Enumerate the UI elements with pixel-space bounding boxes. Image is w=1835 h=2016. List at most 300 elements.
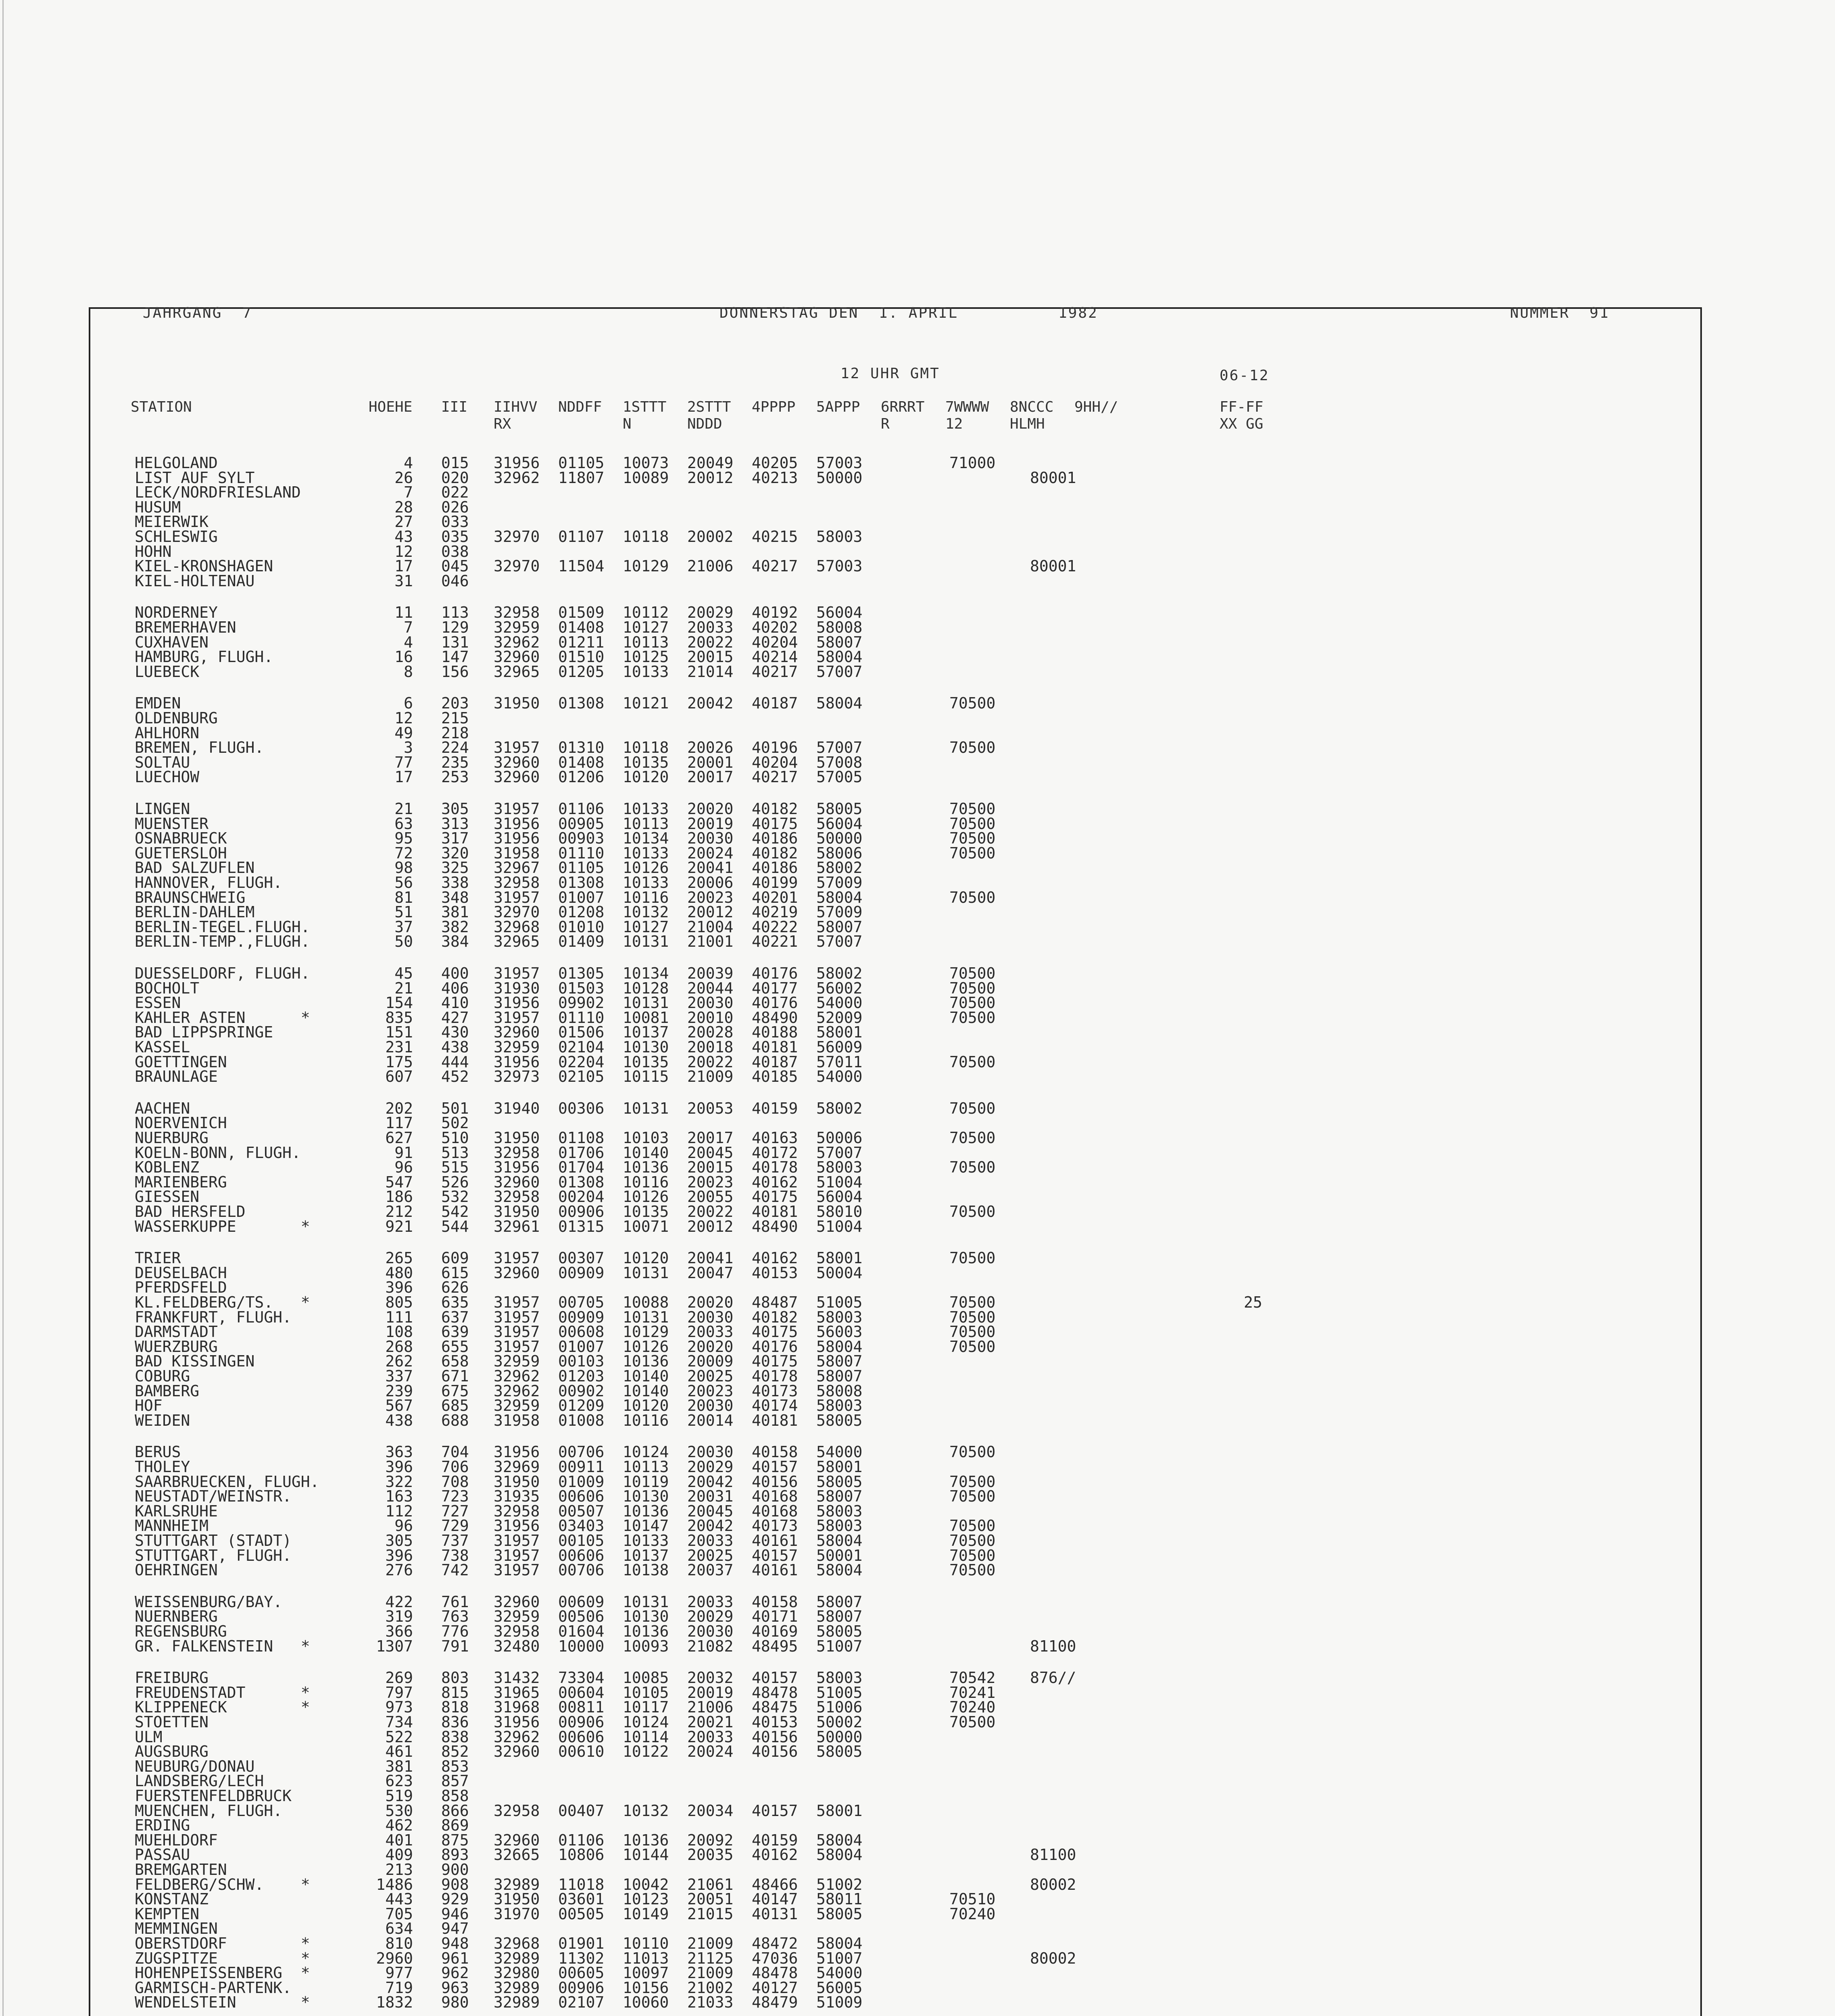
- cell-s1: 10136: [623, 1502, 669, 1520]
- table-row: [90, 1637, 1699, 1654]
- cell-nddff: 01009: [558, 1472, 605, 1491]
- cell-s2: 20020: [687, 1293, 734, 1311]
- cell-station: FREUDENSTADT *: [135, 1683, 310, 1702]
- cell-nddff: 01308: [558, 694, 605, 712]
- cell-p4: 40156: [752, 1728, 798, 1746]
- cell-p4: 48475: [752, 1698, 798, 1716]
- cell-hoehe: 1832: [376, 1993, 413, 2012]
- cell-iii: 542: [441, 1203, 469, 1220]
- cell-station: STUTTGART, FLUGH.: [135, 1546, 292, 1564]
- cell-iii: 033: [441, 513, 469, 531]
- cell-iii: 858: [441, 1787, 469, 1805]
- date-label: DONNERSTAG DEN 1. APRIL: [719, 305, 959, 321]
- cell-iii: 129: [441, 619, 469, 636]
- cell-iihvv: 32968: [494, 1935, 540, 1952]
- cell-iii: 729: [441, 1517, 469, 1535]
- col-nddff: NDDFF: [558, 399, 602, 415]
- cell-iii: 313: [441, 814, 469, 833]
- table-row: [90, 604, 1699, 620]
- cell-hoehe: 2960: [376, 1949, 413, 1967]
- cell-hoehe: 96: [394, 1517, 413, 1535]
- cell-iii: 444: [441, 1053, 469, 1071]
- cell-nddff: 10806: [558, 1846, 605, 1864]
- cell-p5: 50000: [816, 829, 863, 848]
- cell-s2: 20023: [687, 1382, 734, 1400]
- cell-nddff: 01106: [558, 1831, 605, 1849]
- cell-s2: 20044: [687, 979, 734, 997]
- year-label: 1982: [1058, 305, 1098, 321]
- cell-s1: 10131: [623, 933, 669, 951]
- cell-s2: 20035: [687, 1846, 734, 1864]
- cell-s1: 10140: [623, 1367, 669, 1385]
- cell-nddff: 01208: [558, 903, 605, 921]
- cell-s1: 10134: [623, 829, 669, 848]
- cell-p4: 40181: [752, 1038, 798, 1056]
- table-row: [90, 1608, 1699, 1624]
- cell-station: TRIER: [135, 1249, 181, 1267]
- cell-iii: 675: [441, 1382, 469, 1400]
- cell-s2: 20042: [687, 694, 734, 712]
- cell-iii: 776: [441, 1622, 469, 1640]
- cell-nddff: 00507: [558, 1502, 605, 1520]
- cell-nddff: 11504: [558, 557, 605, 575]
- cell-s1: 10135: [623, 1203, 669, 1220]
- cell-iihvv: 31930: [494, 979, 540, 997]
- cell-iii: 708: [441, 1472, 469, 1491]
- cell-hoehe: 366: [385, 1622, 413, 1640]
- table-row: [90, 844, 1699, 860]
- cell-p4: 40176: [752, 994, 798, 1012]
- cell-p4: 40217: [752, 768, 798, 786]
- table-row: [90, 1352, 1699, 1368]
- cell-iii: 501: [441, 1099, 469, 1117]
- cell-p5: 54000: [816, 1964, 863, 1982]
- cell-s1: 10124: [623, 1713, 669, 1731]
- table-row: [90, 1728, 1699, 1744]
- table-row: [90, 724, 1699, 740]
- cell-iihvv: 32989: [494, 1949, 540, 1967]
- cell-station: LANDSBERG/LECH: [135, 1772, 264, 1790]
- cell-p4: 40192: [752, 604, 798, 622]
- cell-hoehe: 186: [385, 1188, 413, 1206]
- cell-s1: 10131: [623, 1264, 669, 1282]
- cell-s1: 10126: [623, 859, 669, 877]
- cell-station: BAD HERSFELD: [135, 1203, 246, 1220]
- cell-iihvv: 31950: [494, 1890, 540, 1908]
- cell-hoehe: 56: [394, 874, 413, 891]
- cell-p5: 57011: [816, 1053, 863, 1071]
- cell-iii: 045: [441, 557, 469, 575]
- cell-n8: 81100: [1030, 1846, 1076, 1864]
- cell-p5: 52009: [816, 1008, 863, 1027]
- table-row: [90, 694, 1699, 710]
- cell-p5: 54000: [816, 994, 863, 1012]
- cell-station: AACHEN: [135, 1099, 190, 1117]
- cell-nddff: 00909: [558, 1264, 605, 1282]
- cell-iii: 704: [441, 1443, 469, 1461]
- cell-iihvv: 31950: [494, 1472, 540, 1491]
- cell-station: FUERSTENFELDBRUCK: [135, 1787, 292, 1805]
- cell-hoehe: 734: [385, 1713, 413, 1731]
- cell-station: KONSTANZ: [135, 1890, 209, 1908]
- cell-p5: 58007: [816, 1487, 863, 1506]
- cell-iii: 317: [441, 829, 469, 848]
- cell-station: SCHLESWIG: [135, 528, 218, 546]
- cell-hoehe: 202: [385, 1099, 413, 1117]
- cell-hoehe: 12: [394, 709, 413, 727]
- cell-hoehe: 21: [394, 800, 413, 818]
- cell-p4: 48479: [752, 1993, 798, 2012]
- cell-iihvv: 32970: [494, 528, 540, 546]
- cell-iihvv: 31956: [494, 1158, 540, 1177]
- table-row: [90, 709, 1699, 725]
- cell-hoehe: 422: [385, 1593, 413, 1611]
- cell-station: HANNOVER, FLUGH.: [135, 874, 283, 891]
- cell-p5: 57007: [816, 1143, 863, 1162]
- cell-s2: 20092: [687, 1831, 734, 1849]
- cell-station: ULM: [135, 1728, 163, 1746]
- cell-iii: 381: [441, 903, 469, 921]
- cell-station: OEHRINGEN: [135, 1561, 218, 1579]
- cell-s2: 20047: [687, 1264, 734, 1282]
- cell-w7: 70500: [949, 739, 996, 757]
- table-row: [90, 1920, 1699, 1936]
- cell-station: NOERVENICH: [135, 1114, 227, 1132]
- cell-station: BERLIN-TEGEL.FLUGH.: [135, 918, 310, 936]
- cell-station: BERLIN-TEMP.,FLUGH.: [135, 933, 310, 951]
- cell-iii: 893: [441, 1846, 469, 1864]
- cell-hoehe: 1307: [376, 1637, 413, 1655]
- cell-p4: 40182: [752, 1308, 798, 1326]
- cell-p5: 58004: [816, 1337, 863, 1356]
- cell-p5: 58004: [816, 648, 863, 666]
- cell-p5: 54000: [816, 1443, 863, 1461]
- cell-station: ZUGSPITZE *: [135, 1949, 310, 1967]
- cell-p4: 40162: [752, 1173, 798, 1191]
- cell-iii: 348: [441, 888, 469, 906]
- cell-iihvv: 31957: [494, 800, 540, 818]
- cell-hoehe: 567: [385, 1397, 413, 1415]
- cell-p5: 58011: [816, 1890, 863, 1908]
- cell-s1: 10129: [623, 557, 669, 575]
- cell-iii: 430: [441, 1023, 469, 1041]
- cell-iii: 156: [441, 662, 469, 681]
- cell-w7: 70510: [949, 1890, 996, 1908]
- cell-p5: 58003: [816, 1308, 863, 1326]
- cell-nddff: 01509: [558, 604, 605, 622]
- cell-w7: 70500: [949, 888, 996, 906]
- cell-p4: 40153: [752, 1713, 798, 1731]
- cell-nddff: 03601: [558, 1890, 605, 1908]
- cell-p4: 40187: [752, 694, 798, 712]
- cell-station: DUESSELDORF, FLUGH.: [135, 964, 310, 982]
- table-row: [90, 1473, 1699, 1489]
- table-row: [90, 633, 1699, 650]
- cell-p5: 58007: [816, 1352, 863, 1370]
- cell-station: LECK/NORDFRIESLAND: [135, 483, 301, 502]
- cell-nddff: 00909: [558, 1308, 605, 1326]
- table-row: [90, 1158, 1699, 1175]
- cell-nddff: 01107: [558, 528, 605, 546]
- table-row: [90, 498, 1699, 514]
- cell-s2: 20021: [687, 1713, 734, 1731]
- col-station: STATION: [131, 399, 192, 415]
- cell-station: HOF: [135, 1397, 163, 1415]
- cell-hoehe: 396: [385, 1279, 413, 1297]
- cell-station: GR. FALKENSTEIN *: [135, 1637, 310, 1655]
- cell-p5: 50000: [816, 1728, 863, 1746]
- table-row: [90, 1203, 1699, 1219]
- cell-iii: 510: [441, 1129, 469, 1147]
- cell-s2: 20023: [687, 888, 734, 906]
- cell-p5: 57008: [816, 753, 863, 771]
- cell-nddff: 01310: [558, 739, 605, 757]
- cell-nddff: 01205: [558, 662, 605, 681]
- cell-iihvv: 31957: [494, 1561, 540, 1579]
- cell-iii: 218: [441, 724, 469, 742]
- cell-s2: 21004: [687, 918, 734, 936]
- cell-p5: 54000: [816, 1068, 863, 1086]
- cell-s2: 20049: [687, 454, 734, 472]
- cell-nddff: 01206: [558, 768, 605, 786]
- cell-p4: 40217: [752, 557, 798, 575]
- cell-p4: 40157: [752, 1801, 798, 1820]
- cell-nddff: 00606: [558, 1728, 605, 1746]
- cell-s2: 21009: [687, 1068, 734, 1086]
- cell-iii: 609: [441, 1249, 469, 1267]
- table-row: [90, 1264, 1699, 1280]
- cell-iihvv: 31957: [494, 739, 540, 757]
- table-row: [90, 1831, 1699, 1847]
- cell-hoehe: 63: [394, 814, 413, 833]
- cell-station: GUETERSLOH: [135, 844, 227, 862]
- cell-s1: 10089: [623, 469, 669, 487]
- table-row: [90, 663, 1699, 679]
- cell-nddff: 01010: [558, 918, 605, 936]
- cell-s1: 10140: [623, 1143, 669, 1162]
- cell-p5: 58007: [816, 918, 863, 936]
- cell-station: NEUBURG/DONAU: [135, 1757, 255, 1775]
- cell-nddff: 00604: [558, 1683, 605, 1702]
- cell-station: MUENCHEN, FLUGH.: [135, 1801, 283, 1820]
- cell-hoehe: 95: [394, 829, 413, 848]
- cell-nddff: 01408: [558, 619, 605, 636]
- cell-p4: 40163: [752, 1129, 798, 1147]
- cell-p5: 58010: [816, 1203, 863, 1220]
- cell-n8: 80001: [1030, 557, 1076, 575]
- cell-iihvv: 32665: [494, 1846, 540, 1864]
- table-row: [90, 1979, 1699, 1995]
- cell-station: BERLIN-DAHLEM: [135, 903, 255, 921]
- table-row: [90, 1023, 1699, 1039]
- cell-s2: 20015: [687, 648, 734, 666]
- table-row: [90, 979, 1699, 996]
- cell-iii: 015: [441, 454, 469, 472]
- cell-station: BOCHOLT: [135, 979, 200, 997]
- cell-n8: 80002: [1030, 1875, 1076, 1893]
- table-row: [90, 829, 1699, 846]
- cell-station: WASSERKUPPE *: [135, 1217, 310, 1235]
- cell-hoehe: 438: [385, 1411, 413, 1429]
- cell-iii: 791: [441, 1637, 469, 1655]
- cell-p4: 40158: [752, 1443, 798, 1461]
- cell-s2: 20037: [687, 1561, 734, 1579]
- cell-s2: 20020: [687, 1337, 734, 1356]
- cell-s2: 21033: [687, 1993, 734, 2012]
- cell-p4: 40213: [752, 469, 798, 487]
- table-row: [90, 1593, 1699, 1609]
- cell-station: BERUS: [135, 1443, 181, 1461]
- cell-iii: 803: [441, 1669, 469, 1687]
- cell-station: MEMMINGEN: [135, 1920, 218, 1938]
- cell-nddff: 00610: [558, 1743, 605, 1761]
- cell-station: BAD SALZUFLEN: [135, 859, 255, 877]
- cell-iihvv: 31432: [494, 1669, 540, 1687]
- cell-iihvv: 31957: [494, 1308, 540, 1326]
- cell-nddff: 01704: [558, 1158, 605, 1177]
- cell-iii: 948: [441, 1935, 469, 1952]
- cell-iihvv: 31956: [494, 814, 540, 833]
- cell-s1: 10093: [623, 1637, 669, 1655]
- cell-iii: 338: [441, 874, 469, 891]
- cell-s1: 10137: [623, 1023, 669, 1041]
- cell-nddff: 10000: [558, 1637, 605, 1655]
- cell-s1: 10121: [623, 694, 669, 712]
- cell-nddff: 01305: [558, 964, 605, 982]
- table-row: [90, 800, 1699, 816]
- cell-p4: 40161: [752, 1532, 798, 1549]
- cell-s1: 10081: [623, 1008, 669, 1027]
- cell-s1: 10113: [623, 814, 669, 833]
- table-row: [90, 1964, 1699, 1980]
- cell-p4: 48472: [752, 1935, 798, 1952]
- cell-p4: 40175: [752, 1323, 798, 1341]
- cell-s2: 20042: [687, 1472, 734, 1491]
- cell-iihvv: 32970: [494, 903, 540, 921]
- cell-nddff: 01106: [558, 800, 605, 818]
- table-row: [90, 1949, 1699, 1966]
- cell-p5: 50006: [816, 1129, 863, 1147]
- cell-s1: 10128: [623, 979, 669, 997]
- col-2sttt: 2STTT NDDD: [687, 399, 731, 432]
- table-row: [90, 1293, 1699, 1310]
- cell-iihvv: 31956: [494, 1053, 540, 1071]
- cell-s2: 20030: [687, 1443, 734, 1461]
- cell-p5: 56004: [816, 604, 863, 622]
- cell-w7: 70500: [949, 1203, 996, 1220]
- cell-s2: 20030: [687, 1308, 734, 1326]
- table-row: [90, 1323, 1699, 1339]
- cell-s2: 20041: [687, 859, 734, 877]
- cell-nddff: 00605: [558, 1964, 605, 1982]
- table-row: [90, 1905, 1699, 1921]
- cell-w7: 70500: [949, 1517, 996, 1535]
- cell-hoehe: 797: [385, 1683, 413, 1702]
- cell-p4: 40159: [752, 1831, 798, 1849]
- cell-w7: 70500: [949, 1546, 996, 1564]
- table-row: [90, 543, 1699, 559]
- cell-s1: 10138: [623, 1561, 669, 1579]
- cell-hoehe: 634: [385, 1920, 413, 1938]
- cell-nddff: 01510: [558, 648, 605, 666]
- table-row: [90, 1861, 1699, 1877]
- cell-s1: 10127: [623, 918, 669, 936]
- cell-iii: 671: [441, 1367, 469, 1385]
- cell-hoehe: 6: [404, 694, 413, 712]
- cell-s1: 10120: [623, 1397, 669, 1415]
- cell-hoehe: 810: [385, 1935, 413, 1952]
- cell-s2: 20024: [687, 1743, 734, 1761]
- cell-iihvv: 32959: [494, 1608, 540, 1626]
- cell-station: EMDEN: [135, 694, 181, 712]
- cell-hoehe: 27: [394, 513, 413, 531]
- cell-hoehe: 480: [385, 1264, 413, 1282]
- cell-n8: 876//: [1030, 1669, 1076, 1687]
- table-row: [90, 1698, 1699, 1714]
- col-1sttt: 1STTT N: [623, 399, 667, 432]
- cell-hoehe: 96: [394, 1158, 413, 1177]
- cell-station: THOLEY: [135, 1458, 190, 1476]
- cell-p5: 58007: [816, 1593, 863, 1611]
- cell-hoehe: 276: [385, 1561, 413, 1579]
- cell-hoehe: 17: [394, 557, 413, 575]
- cell-hoehe: 607: [385, 1068, 413, 1086]
- cell-p5: 58004: [816, 1532, 863, 1549]
- cell-hoehe: 268: [385, 1337, 413, 1356]
- cell-hoehe: 322: [385, 1472, 413, 1491]
- cell-iii: 410: [441, 994, 469, 1012]
- cell-w7: 70500: [949, 1129, 996, 1147]
- cell-hoehe: 16: [394, 648, 413, 666]
- cell-p5: 58006: [816, 844, 863, 862]
- cell-nddff: 01203: [558, 1367, 605, 1385]
- cell-p4: 40182: [752, 800, 798, 818]
- cell-s1: 10120: [623, 1249, 669, 1267]
- cell-iii: 224: [441, 739, 469, 757]
- cell-station: FREIBURG: [135, 1669, 209, 1687]
- cell-p5: 58007: [816, 633, 863, 651]
- cell-station: BRAUNLAGE: [135, 1068, 218, 1086]
- cell-iihvv: 31958: [494, 844, 540, 862]
- table-row: [90, 859, 1699, 875]
- cell-p4: 40199: [752, 874, 798, 891]
- cell-s1: 10126: [623, 1337, 669, 1356]
- cell-p4: 40153: [752, 1264, 798, 1282]
- cell-s1: 10123: [623, 1890, 669, 1908]
- cell-w7: 70500: [949, 1158, 996, 1177]
- cell-s2: 20012: [687, 469, 734, 487]
- cell-n8: 81100: [1030, 1637, 1076, 1655]
- cell-s1: 10116: [623, 888, 669, 906]
- table-row: [90, 903, 1699, 919]
- cell-hoehe: 26: [394, 469, 413, 487]
- cell-nddff: 00407: [558, 1801, 605, 1820]
- cell-s1: 10136: [623, 1352, 669, 1370]
- cell-p4: 40174: [752, 1397, 798, 1415]
- cell-iihvv: 32960: [494, 1831, 540, 1849]
- cell-p4: 40205: [752, 454, 798, 472]
- table-row: [90, 1758, 1699, 1774]
- cell-w7: 70240: [949, 1698, 996, 1716]
- jahrgang-label: JAHRGANG 7: [143, 305, 252, 321]
- cell-p4: 48478: [752, 1964, 798, 1982]
- cell-s1: 10134: [623, 964, 669, 982]
- cell-iihvv: 32958: [494, 604, 540, 622]
- table-row: [90, 889, 1699, 905]
- cell-s1: 11013: [623, 1949, 669, 1967]
- cell-hoehe: 4: [404, 633, 413, 651]
- cell-nddff: 00706: [558, 1561, 605, 1579]
